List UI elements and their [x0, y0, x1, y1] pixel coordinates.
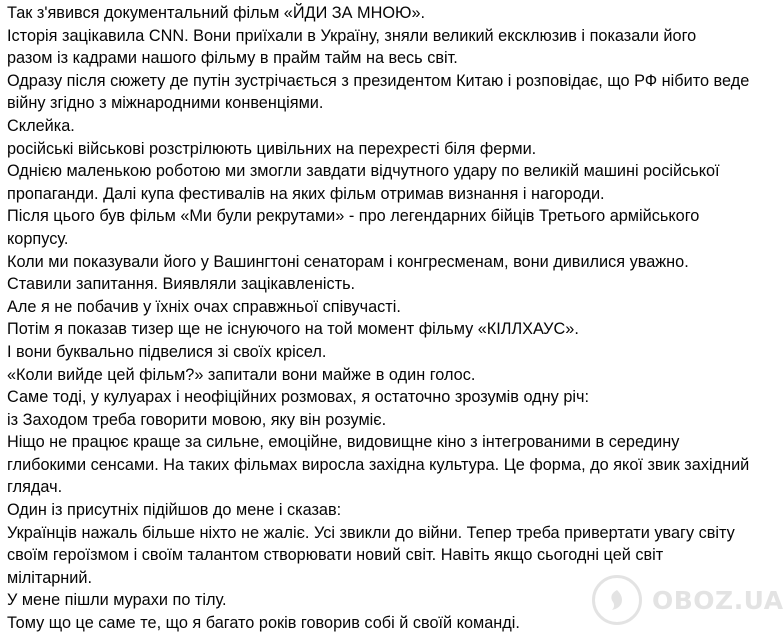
text-line: Однією маленькою роботою ми змогли завдати відчутного удару по великій машині російської	[7, 162, 720, 181]
post-text	[7, 2, 782, 635]
text-line: корпусу.	[7, 229, 69, 248]
text-line: «Коли вийде цей фільм?» запитали вони майже в один голос.	[7, 365, 476, 384]
text-line: Один із присутніх підійшов до мене і сказав:	[7, 501, 342, 520]
text-line: Історія зацікавила CNN. Вони приїхали в Україну, зняли великий ексклюзив і показали його	[7, 26, 697, 45]
text-line: Саме тоді, у кулуарах і неофіційних розмовах, я остаточно зрозумів одну річ:	[7, 388, 590, 407]
text-line: Тому що це саме те, що я багато років говорив собі й своїй команді.	[7, 614, 520, 633]
text-line: У мене пішли мурахи по тілу.	[7, 591, 227, 610]
watermark	[592, 575, 784, 625]
text-line: Потім я показав тизер ще не існуючого на той момент фільму «КІЛЛХАУС».	[7, 320, 579, 339]
text-line: російські військові розстрілюють цивільних на перехресті біля ферми.	[7, 139, 537, 158]
text-line: глибокими сенсами. На таких фільмах виросла західна культура. Це форма, до якої звик західний	[7, 455, 750, 474]
text-line: пропаганди. Далі купа фестивалів на яких фільм отримав визнання і нагороди.	[7, 184, 605, 203]
text-line: Ніщо не працює краще за сильне, емоційне, видовищне кіно з інтегрованими в середину	[7, 433, 680, 452]
text-line: Ставили запитання. Виявляли зацікавленість.	[7, 275, 356, 294]
text-line: Так з'явився документальний фільм «ЙДИ ЗА МНОЮ».	[7, 4, 426, 22]
text-line: глядач.	[7, 478, 63, 497]
text-line: Склейка.	[7, 116, 75, 135]
text-line: війну згідно з міжнародними конвенціями.	[7, 94, 324, 113]
text-line: разом із кадрами нашого фільму в прайм тайм на весь світ.	[7, 49, 458, 68]
text-line: Одразу після сюжету де путін зустрічається з президентом Китаю і розповідає, що РФ нібито веде	[7, 71, 750, 90]
text-line: Але я не побачив у їхніх очах справжньої співучасті.	[7, 297, 401, 316]
text-line: Після цього був фільм «Ми були рекрутами» - про легендарних бійців Третього армійського	[7, 207, 700, 226]
oboz-logo-icon	[592, 575, 642, 625]
watermark-text: OBOZ.UA	[652, 585, 784, 615]
text-line: Українців нажаль більше ніхто не жаліє. Усі звикли до війни. Тепер треба привертати увагу світу	[7, 523, 735, 542]
text-line: своїм героїзмом і своїм талантом створювати новий світ. Навіть якщо сьогодні цей світ	[7, 546, 664, 565]
text-line: мілітарний.	[7, 568, 93, 587]
text-line: Коли ми показували його у Вашингтоні сенаторам і конгресменам, вони дивилися уважно.	[7, 252, 689, 271]
text-line: із Заходом треба говорити мовою, яку він розуміє.	[7, 410, 387, 429]
text-line: І вони буквально підвелися зі своїх крісел.	[7, 342, 327, 361]
